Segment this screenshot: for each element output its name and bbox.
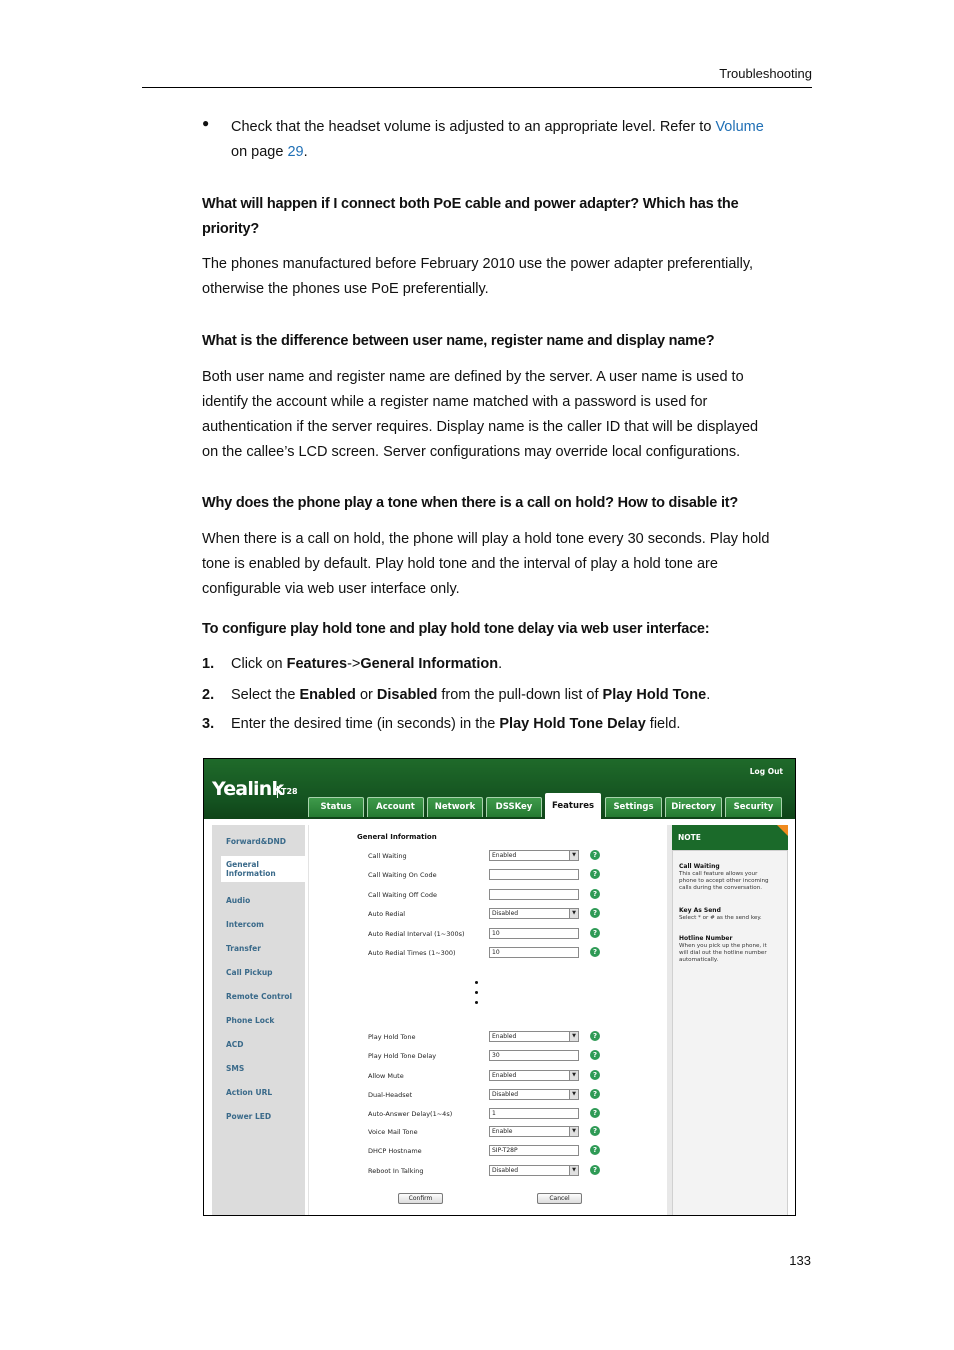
sidebar-item-general-information[interactable]: General Information [221,856,305,882]
step-2: Select the Enabled or Disabled from the pull-down list of Play Hold Tone. [231,687,711,703]
field-label: Auto Redial [368,910,406,918]
help-icon[interactable]: ? [590,1050,600,1060]
chevron-down-icon: ▼ [569,909,578,918]
sidebar-item-phone-lock[interactable]: Phone Lock [226,1016,275,1025]
help-icon[interactable]: ? [590,928,600,938]
field-label: Auto-Answer Delay(1~4s) [368,1110,453,1118]
sidebar-item-call-pickup[interactable]: Call Pickup [226,968,273,977]
step-number: 2. [202,687,215,703]
call-waiting-off-code-input[interactable] [489,889,579,900]
field-label: Voice Mail Tone [368,1128,418,1136]
step-3: Enter the desired time (in seconds) in the Play Hold Tone Delay field. [231,716,681,732]
sidebar-item-intercom[interactable]: Intercom [226,920,264,929]
field-label: Call Waiting On Code [368,871,437,879]
sidebar-item-audio[interactable]: Audio [226,896,251,905]
dhcp-hostname-input[interactable]: SIP-T28P [489,1145,579,1156]
page-29-link[interactable]: 29 [287,144,304,160]
help-icon[interactable]: ? [590,1108,600,1118]
running-header [142,66,812,88]
chevron-down-icon: ▼ [569,1071,578,1080]
note-item-title: Key As Send [679,907,721,914]
help-icon[interactable]: ? [590,1031,600,1041]
tab-settings[interactable]: Settings [605,797,662,817]
field-label: Allow Mute [368,1072,404,1080]
tab-directory[interactable]: Directory [665,797,722,817]
section-title: General Information [357,833,437,841]
play-hold-tone-select[interactable]: Enabled ▼ [489,1031,579,1042]
sidebar-item-forward-dnd[interactable]: Forward&DND [226,837,286,846]
confirm-button[interactable]: Confirm [398,1193,443,1204]
section-name: Troubleshooting [719,66,812,81]
step-1: Click on Features->General Information. [231,656,503,672]
help-icon[interactable]: ? [590,1089,600,1099]
web-ui-screenshot [203,758,796,1216]
sidebar-item-power-led[interactable]: Power LED [226,1112,272,1121]
note-item-text: Select * or # as the send key. [679,915,762,921]
faq-answer-1: The phones manufactured before February 2010 use the power adapter preferentially, otherwise the phones use PoE preferentially. [202,256,754,297]
help-icon[interactable]: ? [590,1070,600,1080]
logout-link[interactable]: Log Out [749,767,783,776]
faq-answer-2: Both user name and register name are defined by the server. A user name is used to identify the account while a register name matched with a password is used for authentication if the server requires. Display name is the caller ID that will be displayed on the callee’s LCD screen. Server configurations may override local configurations. [202,369,759,460]
call-waiting-select[interactable]: Enabled ▼ [489,850,579,861]
field-label: DHCP Hostname [368,1147,422,1155]
field-label: Auto Redial Interval (1~300s) [368,930,465,938]
field-label: Call Waiting Off Code [368,891,437,899]
chevron-down-icon: ▼ [569,1166,578,1175]
note-panel [672,825,788,1216]
faq-answer-3: When there is a call on hold, the phone will play a hold tone every 30 seconds. Play hold tone is enabled by default. Play hold tone and the interval of play a hold tone are configurable via web user interface only. [202,531,770,597]
tab-account[interactable]: Account [367,797,424,817]
ellipsis-dot [475,1001,478,1004]
help-icon[interactable]: ? [590,889,600,899]
page-number: 133 [789,1253,811,1268]
field-label: Call Waiting [368,852,407,860]
settings-form [308,825,667,1216]
note-title: NOTE [672,825,788,850]
field-label: Play Hold Tone Delay [368,1052,437,1060]
tab-status[interactable]: Status [308,797,364,817]
volume-link[interactable]: Volume [715,119,764,135]
chevron-down-icon: ▼ [569,1127,578,1136]
sidebar-item-sms[interactable]: SMS [226,1064,245,1073]
note-body [672,850,788,1216]
field-label: Reboot In Talking [368,1167,424,1175]
sidebar-item-transfer[interactable]: Transfer [226,944,261,953]
field-label: Play Hold Tone [368,1033,416,1041]
note-item-title: Hotline Number [679,935,733,942]
step-number: 1. [202,656,215,672]
auto-redial-select[interactable]: Disabled ▼ [489,908,579,919]
auto-redial-interval-input[interactable]: 10 [489,928,579,939]
step-number: 3. [202,716,215,732]
help-icon[interactable]: ? [590,1145,600,1155]
field-label: Dual-Headset [368,1091,413,1099]
note-item-text: This call feature allows your phone to accept other incoming calls during the conversation. [679,871,769,891]
model-label: T28 [277,786,298,798]
yealink-logo: Yealink [212,778,284,800]
tab-features[interactable]: Features [545,793,601,819]
field-label: Auto Redial Times (1~300) [368,949,456,957]
chevron-down-icon: ▼ [569,1090,578,1099]
bullet-text: Check that the headset volume is adjusted to an appropriate level. Refer to Volume on page 29. [231,119,764,160]
ellipsis-dot [475,981,478,984]
cancel-button[interactable]: Cancel [537,1193,582,1204]
faq-question-1: What will happen if I connect both PoE cable and power adapter? Which has the priority? [202,196,739,237]
corner-fold-icon [777,825,788,836]
voice-mail-tone-select[interactable]: Enable ▼ [489,1126,579,1137]
note-item-title: Call Waiting [679,863,720,870]
help-icon[interactable]: ? [590,1165,600,1175]
sidebar-item-acd[interactable]: ACD [226,1040,244,1049]
play-hold-tone-delay-input[interactable]: 30 [489,1050,579,1061]
sidebar-item-action-url[interactable]: Action URL [226,1088,273,1097]
faq-question-2: What is the difference between user name, register name and display name? [202,333,715,349]
bullet-dot: ● [202,116,210,130]
chevron-down-icon: ▼ [569,851,578,860]
top-banner [204,759,795,819]
tab-security[interactable]: Security [725,797,782,817]
reboot-in-talking-select[interactable]: Disabled ▼ [489,1165,579,1176]
help-icon[interactable]: ? [590,947,600,957]
sidebar [212,825,305,1216]
note-item-text: When you pick up the phone, it will dial out the hotline number automatically. [679,943,767,963]
auto-answer-delay-input[interactable]: 1 [489,1108,579,1119]
help-icon[interactable]: ? [590,1126,600,1136]
chevron-down-icon: ▼ [569,1032,578,1041]
faq-question-3: Why does the phone play a tone when there is a call on hold? How to disable it? [202,495,739,511]
help-icon[interactable]: ? [590,908,600,918]
call-waiting-on-code-input[interactable] [489,869,579,880]
dual-headset-select[interactable]: Disabled ▼ [489,1089,579,1100]
help-icon[interactable]: ? [590,869,600,879]
tab-network[interactable]: Network [427,797,483,817]
sidebar-item-remote-control[interactable]: Remote Control [226,992,293,1001]
help-icon[interactable]: ? [590,850,600,860]
ellipsis-dot [475,991,478,994]
auto-redial-times-input[interactable]: 10 [489,947,579,958]
allow-mute-select[interactable]: Enabled ▼ [489,1070,579,1081]
procedure-title: To configure play hold tone and play hold tone delay via web user interface: [202,621,710,637]
tab-dsskey[interactable]: DSSKey [486,797,542,817]
